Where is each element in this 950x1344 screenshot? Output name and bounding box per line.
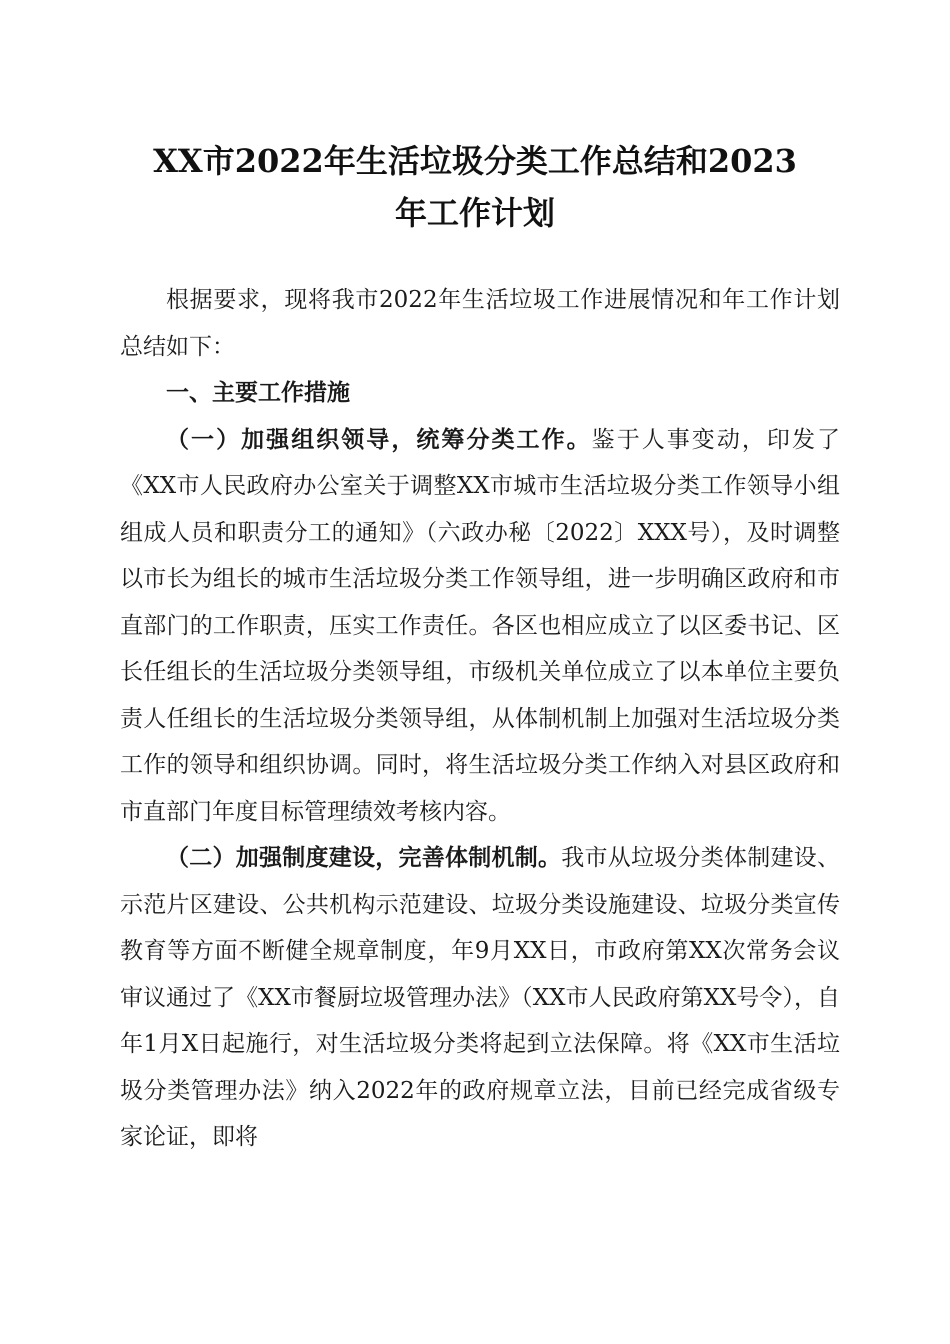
intro-paragraph: 根据要求，现将我市2022年生活垃圾工作进展情况和年工作计划总结如下： [120,287,840,360]
item-1-text: 鉴于人事变动，印发了《XX市人民政府办公室关于调整XX市城市生活垃圾分类工作领导小组组成人员和职责分工的通知》（六政办秘〔2022〕XXX号），及时调整以市长为组长的城市生活垃圾分类工作领导组，进一步明确区政府和市直部门的工作职责，压实工作责任。各区也相应成立了以区委书记、区长任组长的生活垃圾分类领导组，市级机关单位成立了以本单位主要负责人任组长的生活垃圾分类领导组，从体制机制上加强对生活垃圾分类工作的领导和组织协调。同时，将生活垃圾分类工作纳入对县区政府和市直部门年度目标管理绩效考核内容。 [120,426,841,825]
document-body [120,277,840,1161]
title-line-2: 年工作计划 [394,194,555,232]
paragraph-item-1 [120,417,840,836]
title-line-1: XX市2022年生活垃圾分类工作总结和2023 [153,142,797,180]
item-2-text: 我市从垃圾分类体制建设、示范片区建设、公共机构示范建设、垃圾分类设施建设、垃圾分类宣传教育等方面不断健全规章制度，年9月XX日，市政府第XX次常务会议审议通过了《XX市餐厨垃圾管理办法》（XX市人民政府第XX号令），自年1月X日起施行，对生活垃圾分类将起到立法保障。将《XX市生活垃圾分类管理办法》纳入2022年的政府规章立法，目前已经完成省级专家论证，即将 [120,845,840,1150]
item-1-lead: （一）加强组织领导，统筹分类工作。 [166,425,592,453]
section-heading-main-measures: 一、主要工作措施 [166,380,350,406]
document-title [100,135,850,239]
item-2-lead: （二）加强制度建设，完善体制机制。 [166,844,562,871]
paragraph-item-2 [120,835,840,1161]
